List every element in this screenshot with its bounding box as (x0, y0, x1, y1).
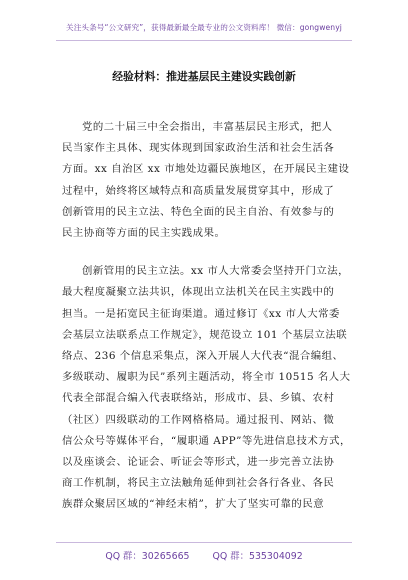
text-line: 担当。一是拓宽民主征询渠道。通过修订《xx 市人大常委 (62, 307, 340, 320)
header-divider (56, 40, 352, 41)
paragraph-1 (62, 117, 358, 244)
text-line: 最大程度凝聚立法共识，体现出立法机关在民主实践中的 (62, 286, 335, 299)
text-line: 会基层立法联系点工作规定》，规范设立 101 个基层立法联 (62, 328, 348, 341)
text-line: 方面。xx 自治区 xx 市地处边疆民族地区，在开展民主建设 (62, 163, 350, 176)
qq-group-1: QQ 群：30265665 (105, 551, 190, 562)
text-line: 创新管用的民主立法。xx 市人大常委会坚持开门立法， (82, 265, 350, 278)
footer-divider (56, 542, 352, 543)
text-line: 民当家作主具体、现实体现到国家政治生活和社会生活各 (62, 142, 335, 155)
text-line: 过程中，始终将区域特点和高质量发展贯穿其中，形成了 (62, 184, 335, 197)
text-line: 创新管用的民主立法、特色全面的民主自治、有效参与的 (62, 205, 335, 218)
text-line: 党的二十届三中全会指出，丰富基层民主形式，把人 (82, 121, 333, 133)
text-line: 代表全部混合编入代表联络站，形成市、县、乡镇、农村 (62, 392, 335, 405)
promo-banner: 关注头条号“公文研究”，获得最新最全最专业的公文资料库！ 微信：gongwenyj (66, 23, 342, 32)
paragraph-2 (62, 261, 358, 515)
text-line: 商工作机制，将民主立法触角延伸到社会各行各业、各民 (62, 477, 335, 490)
qq-group-2: QQ 群：535304092 (212, 551, 303, 562)
footer-contact (0, 548, 408, 562)
text-line: 民主协商等方面的民主实践成果。 (62, 227, 226, 240)
text-line: 信公众号等媒体平台，“履职通 APP”等先进信息技术方式， (62, 434, 351, 447)
text-line: 多级联动、履职为民”系列主题活动，将全市 10515 名人大 (62, 371, 351, 384)
text-line: 族群众聚居区域的“神经末梢”，扩大了坚实可靠的民意 (62, 498, 325, 511)
text-line: （社区）四级联动的工作网格格局。通过报刊、网站、微 (62, 413, 335, 426)
text-line: 络点、236 个信息采集点，深入开展人大代表“混合编组、 (62, 350, 344, 363)
text-line: 以及座谈会、论证会、听证会等形式，进一步完善立法协 (62, 456, 335, 469)
document-title: 经验材料：推进基层民主建设实践创新 (112, 70, 296, 83)
document-body (62, 117, 358, 533)
